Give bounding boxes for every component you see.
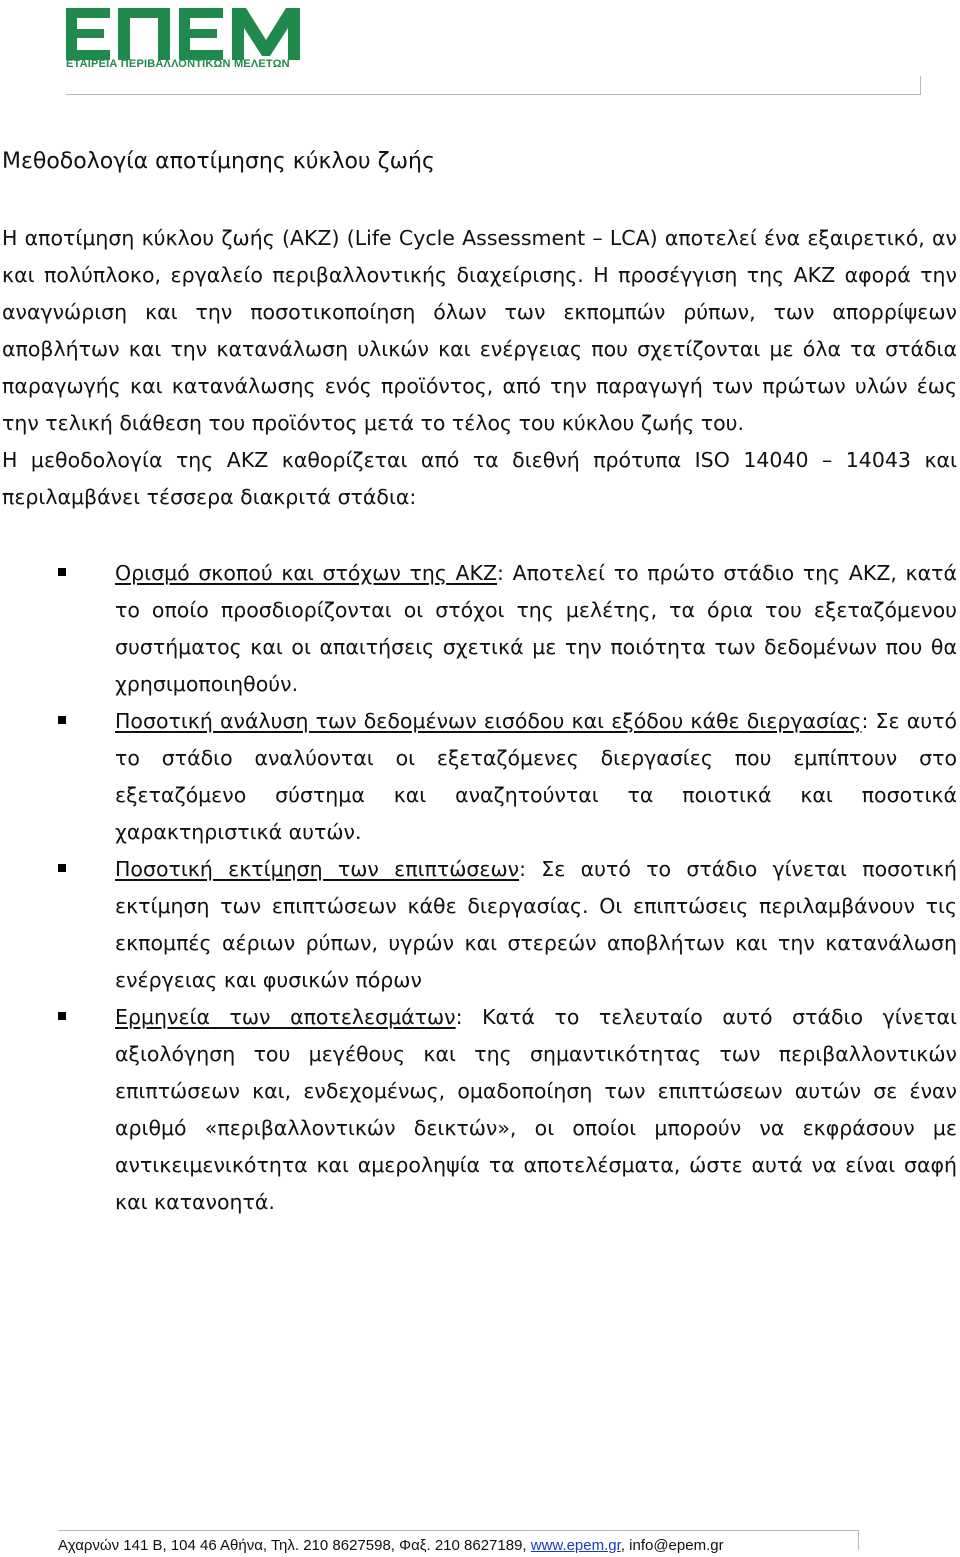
stage-title: Ποσοτική εκτίμηση των επιπτώσεων [115,857,520,881]
footer-address: Αχαρνών 141 Β, 104 46 Αθήνα, Τηλ. 210 8627598, Φαξ. 210 8627189, [58,1537,531,1554]
intro-text [2,220,957,516]
header-divider-end [920,76,921,94]
stage-text: Σε αυτό το στάδιο αναλύονται οι εξεταζόμενες διεργασίες που εμπίπτουν στο εξεταζόμενο σύστημα και αναζητούνται τα ποιοτικά και ποσοτικά χαρακτηριστικά αυτών. [115,709,957,844]
square-bullet-icon [58,1012,66,1020]
list-item [0,555,957,703]
list-item [0,703,957,851]
stage-title: Ποσοτική ανάλυση των δεδομένων εισόδου και εξόδου κάθε διεργασίας [115,709,862,733]
paragraph-methodology: Η μεθοδολογία της ΑΚΖ καθορίζεται από τα διεθνή πρότυπα ISO 14040 – 14043 και περιλαμβάνει τέσσερα διακριτά στάδια: [2,448,957,509]
page-footer [58,1536,724,1556]
stages-list [0,555,960,1221]
footer-divider-end [858,1530,859,1550]
stage-title: Ορισμό σκοπού και στόχων της ΑΚΖ [115,561,498,585]
stage-separator: : [455,1005,483,1029]
website-link[interactable]: www.epem.gr [530,1537,621,1554]
stage-text: Σε αυτό το στάδιο γίνεται ποσοτική εκτίμηση των επιπτώσεων κάθε διεργασίας. Οι επιπτώσεις περιλαμβάνουν τις εκπομπές αέριων ρύπων, υγρών και στερεών αποβλήτων και την κατανάλωση ενέργειας και φυσικών πόρων [115,857,958,992]
paragraph-intro: Η αποτίμηση κύκλου ζωής (ΑΚΖ) (Life Cycle Assessment – LCA) αποτελεί ένα εξαιρετικό, αν και πολύπλοκο, εργαλείο περιβαλλοντικής διαχείρισης. Η προσέγγιση της ΑΚΖ αφορά την αναγνώριση και την ποσοτικοποίηση όλων των εκπομπών ρύπων, των απορρίψεων αποβλήτων και την κατανάλωση υλικών και ενέργειας που σχετίζονται με όλα τα στάδια παραγωγής και κατανάλωσης ενός προϊόντος, από την παραγωγή των πρώτων υλών έως την τελική διάθεση του προϊόντος μετά το τέλος του κύκλου ζωής του. [2,226,957,435]
logo-mark-icon [66,6,302,62]
square-bullet-icon [58,864,66,872]
header-divider [66,94,921,95]
footer-divider [58,1530,858,1531]
footer-email[interactable]: info@epem.gr [629,1537,724,1554]
square-bullet-icon [58,716,66,724]
stage-separator: : [861,709,876,733]
list-item [0,851,957,999]
logo-subtitle: ΕΤΑΙΡΕΙΑ ΠΕΡΙΒΑΛΛΟΝΤΙΚΩΝ ΜΕΛΕΤΩΝ [66,58,290,70]
square-bullet-icon [58,568,66,576]
footer-separator: , [620,1537,630,1554]
list-item [0,999,957,1221]
stage-title: Ερμηνεία των αποτελεσμάτων [115,1005,456,1029]
page-header [0,0,960,100]
document-title: Μεθοδολογία αποτίμησης κύκλου ζωής [2,149,435,174]
stage-separator: : [519,857,542,881]
stage-separator: : [497,561,513,585]
stage-text: Κατά το τελευταίο αυτό στάδιο γίνεται αξιολόγηση του μεγέθους και της σημαντικότητας των περιβαλλοντικών επιπτώσεων και, ενδεχομένως, ομαδοποίηση των επιπτώσεων αυτών σε έναν αριθμό «περιβαλλοντικών δεικτών», οι οποίοι μπορούν να εκφράσουν με αντικειμενικότητα και αμεροληψία τα αποτελέσματα, ώστε αυτά να είναι σαφή και κατανοητά. [115,1005,957,1214]
stage-text: Αποτελεί το πρώτο στάδιο της ΑΚΖ, κατά το οποίο προσδιορίζονται οι στόχοι της μελέτης, τα όρια του εξεταζόμενου συστήματος και οι απαιτήσεις σχετικά με την ποιότητα των δεδομένων που θα χρησιμοποιηθούν. [115,561,957,696]
